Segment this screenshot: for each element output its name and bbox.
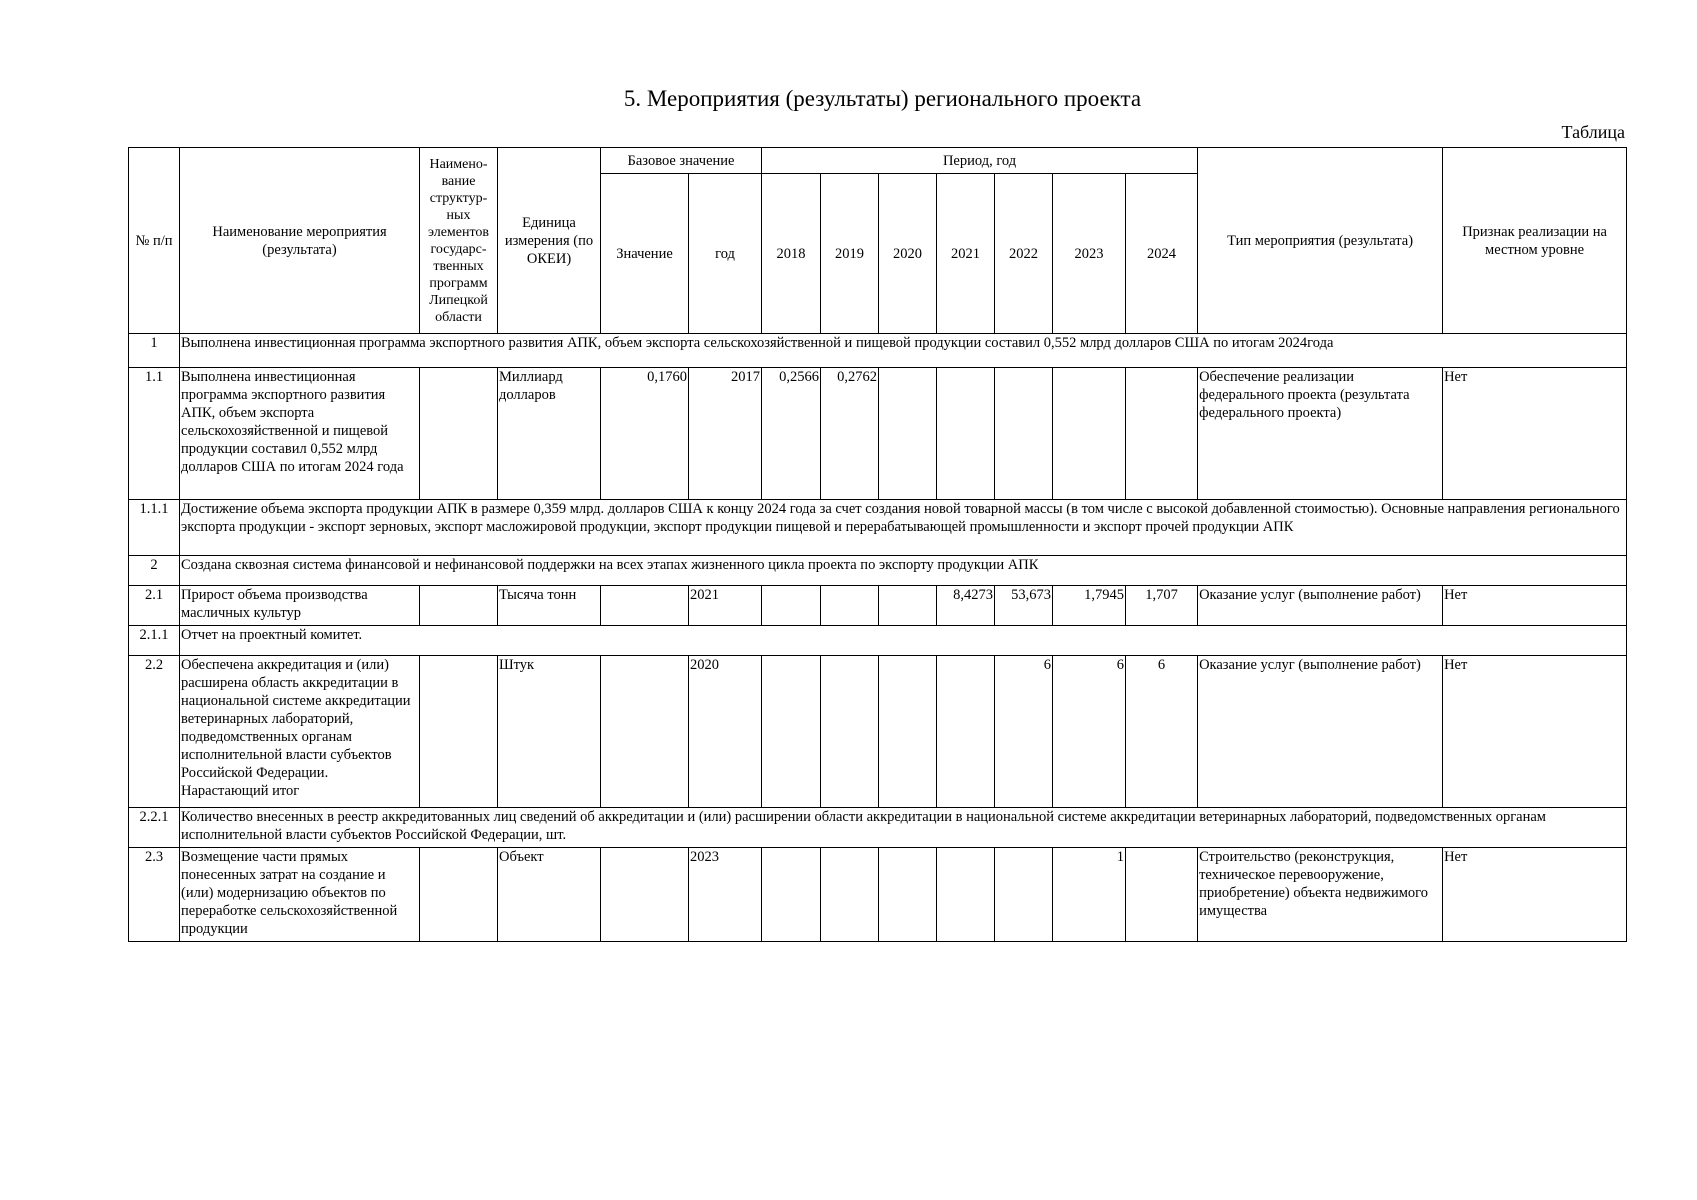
header-year-2020: 2020 [879,174,937,334]
row-base-value [601,656,689,808]
row-local: Нет [1443,368,1627,500]
row-program [420,656,498,808]
row-base-year: 2023 [689,848,762,942]
section-text: Достижение объема экспорта продукции АПК в размере 0,359 млрд. долларов США к концу 2024 года за счет создания новой товарной массы (в том числе с высокой добавленной стоимостью). Основные направления регионального экспорта продукции - экспорт зерновых, экспорт масложировой продукции, экспорт продукции пищевой и перерабатывающей промышленности и экспорт прочей продукции АПК [180,500,1627,556]
row-num: 1.1.1 [129,500,180,556]
row-value-2021 [937,368,995,500]
row-value-2023: 1,7945 [1053,586,1126,626]
row-value-2024 [1126,848,1198,942]
table-row-section [129,808,1627,848]
row-num: 2.2 [129,656,180,808]
table-row-section [129,626,1627,656]
row-value-2021 [937,848,995,942]
row-value-2020 [879,368,937,500]
row-value-2018: 0,2566 [762,368,821,500]
row-local: Нет [1443,848,1627,942]
section-text: Создана сквозная система финансовой и нефинансовой поддержки на всех этапах жизненного цикла проекта по экспорту продукции АПК [180,556,1627,586]
row-unit: Штук [498,656,601,808]
row-value-2021 [937,656,995,808]
row-base-value [601,586,689,626]
row-value-2022 [995,848,1053,942]
row-unit: Тысяча тонн [498,586,601,626]
table-row [129,656,1627,808]
section-text: Количество внесенных в реестр аккредитованных лиц сведений об аккредитации и (или) расширении области аккредитации в национальной системе аккредитации ветеринарных лабораторий, подведомственных органам исполнительной власти субъектов Российской Федерации, шт. [180,808,1627,848]
table-row-section [129,556,1627,586]
header-year-2019: 2019 [821,174,879,334]
table-row-section [129,500,1627,556]
row-value-2024: 6 [1126,656,1198,808]
row-num: 1 [129,334,180,368]
row-type: Оказание услуг (выполнение работ) [1198,656,1443,808]
row-program [420,848,498,942]
header-local: Признак реализации на местном уровне [1443,148,1627,334]
row-type: Строительство (реконструкция, техническое перевооружение, приобретение) объекта недвижимого имущества [1198,848,1443,942]
row-value-2023: 6 [1053,656,1126,808]
row-name: Возмещение части прямых понесенных затрат на создание и (или) модернизацию объектов по переработке сельскохозяйственной продукции [180,848,420,942]
row-unit: Объект [498,848,601,942]
row-value-2018 [762,848,821,942]
row-program [420,586,498,626]
row-num: 1.1 [129,368,180,500]
row-value-2022: 53,673 [995,586,1053,626]
row-base-year: 2017 [689,368,762,500]
header-programs: Наимено-вание структур-ных элементов государс-твенных программ Липецкой области [420,148,498,334]
results-table [128,147,1627,942]
row-value-2018 [762,586,821,626]
header-num: № п/п [129,148,180,334]
section-text: Отчет на проектный комитет. [180,626,1627,656]
row-value-2022 [995,368,1053,500]
row-num: 2 [129,556,180,586]
header-base-value: Значение [601,174,689,334]
row-base-value: 0,1760 [601,368,689,500]
row-value-2020 [879,848,937,942]
row-type: Оказание услуг (выполнение работ) [1198,586,1443,626]
row-base-year: 2021 [689,586,762,626]
row-value-2024: 1,707 [1126,586,1198,626]
page-title: 5. Мероприятия (результаты) регионального проекта [623,86,1142,111]
row-type: Обеспечение реализации федерального проекта (результата федерального проекта) [1198,368,1443,500]
header-base-group: Базовое значение [601,148,762,174]
row-name: Обеспечена аккредитация и (или) расширена область аккредитации в национальной системе аккредитации ветеринарных лабораторий, подведомственных органам исполнительной власти субъектов Российской Федерации. Нарастающий итог [180,656,420,808]
row-value-2021: 8,4273 [937,586,995,626]
section-text: Выполнена инвестиционная программа экспортного развития АПК, объем экспорта сельскохозяйственной и пищевой продукции составил 0,552 млрд долларов США по итогам 2024года [180,334,1627,368]
row-name: Прирост объема производства масличных культур [180,586,420,626]
table-row [129,848,1627,942]
row-value-2024 [1126,368,1198,500]
row-value-2019 [821,586,879,626]
header-year-2022: 2022 [995,174,1053,334]
header-year-2021: 2021 [937,174,995,334]
row-base-year: 2020 [689,656,762,808]
row-local: Нет [1443,656,1627,808]
row-program [420,368,498,500]
row-name: Выполнена инвестиционная программа экспортного развития АПК, объем экспорта сельскохозяйственной и пищевой продукции составил 0,552 млрд долларов США по итогам 2024 года [180,368,420,500]
row-num: 2.3 [129,848,180,942]
row-base-value [601,848,689,942]
row-value-2019 [821,848,879,942]
row-num: 2.1.1 [129,626,180,656]
row-value-2020 [879,586,937,626]
header-year-2024: 2024 [1126,174,1198,334]
row-num: 2.2.1 [129,808,180,848]
row-local: Нет [1443,586,1627,626]
row-value-2019 [821,656,879,808]
table-caption: Таблица [1561,122,1625,142]
header-base-year: год [689,174,762,334]
row-unit: Миллиард долларов [498,368,601,500]
header-type: Тип мероприятия (результата) [1198,148,1443,334]
header-year-2018: 2018 [762,174,821,334]
header-year-2023: 2023 [1053,174,1126,334]
header-unit: Единица измерения (по ОКЕИ) [498,148,601,334]
row-value-2023: 1 [1053,848,1126,942]
table-row [129,586,1627,626]
header-name: Наименование мероприятия (результата) [180,148,420,334]
row-value-2019: 0,2762 [821,368,879,500]
row-value-2022: 6 [995,656,1053,808]
row-value-2018 [762,656,821,808]
row-value-2020 [879,656,937,808]
table-row-section [129,334,1627,368]
table-row [129,368,1627,500]
header-period-group: Период, год [762,148,1198,174]
row-value-2023 [1053,368,1126,500]
row-num: 2.1 [129,586,180,626]
